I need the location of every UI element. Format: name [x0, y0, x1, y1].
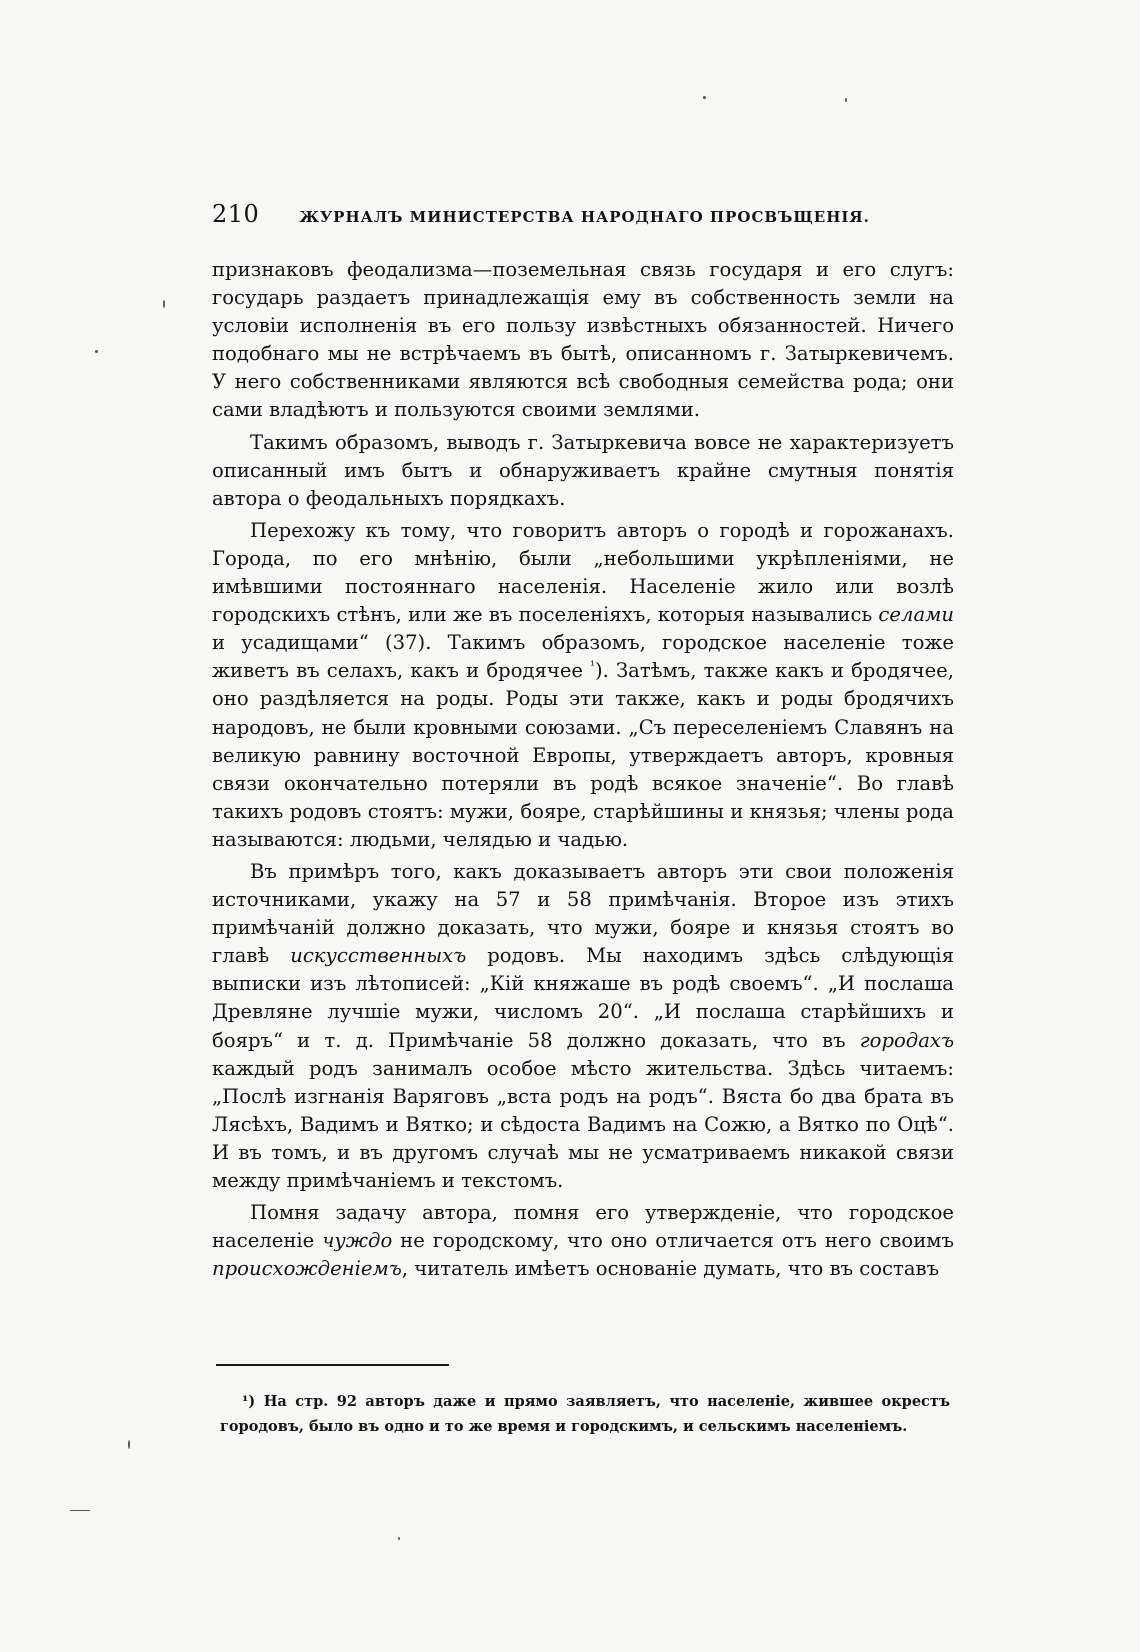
paragraph	[212, 429, 954, 513]
footnote-marker: ¹)	[242, 1393, 256, 1410]
paragraph	[212, 858, 954, 1195]
footnote-text: На стр. 92 авторъ даже и прямо заявляетъ, что населеніе, жившее окрестъ городовъ, было въ одно и то же время и городскимъ, и сельскимъ населеніемъ.	[220, 1393, 950, 1435]
text-run: и усадищами“ (37). Такимъ образомъ, городское населеніе тоже живетъ въ селахъ, какъ и бродячее	[212, 631, 954, 683]
italic-text: чуждо	[322, 1229, 393, 1253]
running-header	[212, 200, 912, 228]
italic-text: селами	[878, 603, 954, 627]
footnote-divider	[216, 1364, 449, 1366]
paragraph	[212, 517, 954, 854]
paragraph	[212, 1199, 954, 1283]
text-run: Такимъ образомъ, выводъ г. Затыркевича вовсе не характеризуетъ описанный имъ бытъ и обнаруживаетъ крайне смутныя понятія автора о феодальныхъ порядкахъ.	[212, 430, 954, 510]
text-run: каждый родъ занималъ особое мѣсто жительства. Здѣсь читаемъ: „Послѣ изгнанія Варяговъ „вста родъ на родъ“. Вяста бо два брата въ Лясѣхъ, Вадимъ и Вятко; и сѣдоста Вадимъ на Сожю, а Вятко по Оцѣ“. И въ томъ, и въ другомъ случаѣ мы не усматриваемъ никакой связи между примѣчаніемъ и текстомъ.	[212, 1056, 954, 1192]
text-run: Въ примѣръ того, какъ доказываетъ авторъ эти свои положенія источниками, укажу на 57 и 58 примѣчанія. Второе изъ этихъ примѣчаній должно доказать, что мужи, бояре и князья стоятъ во главѣ	[212, 859, 954, 968]
text-run: признаковъ феодализма—поземельная связь государя и его слугъ: государь раздаетъ принадлежащія ему въ собственность земли на условіи исполненія въ его пользу извѣстныхъ обязанностей. Ничего подобнаго мы не встрѣчаемъ въ бытѣ, описанномъ г. Затыркевичемъ. У него собственниками являются всѣ свободныя семейства рода; они сами владѣютъ и пользуются своими землями.	[212, 258, 954, 422]
page-number: 210	[212, 200, 260, 228]
scan-speck	[163, 300, 165, 308]
scan-speck	[845, 98, 847, 102]
italic-text: происхожденіемъ	[212, 1257, 402, 1281]
paragraph	[212, 256, 954, 425]
italic-text: городахъ	[859, 1028, 954, 1052]
scan-speck	[95, 350, 98, 353]
scan-speck	[128, 1440, 130, 1449]
footnote	[220, 1389, 950, 1439]
italic-text: искусственныхъ	[290, 944, 467, 968]
text-run: Перехожу къ тому, что говоритъ авторъ о городѣ и горожанахъ. Города, по его мнѣнію, были „небольшими укрѣпленіями, не имѣвшими постояннаго населенія. Населеніе жило или возлѣ городскихъ стѣнъ, или же въ поселеніяхъ, которыя назывались	[212, 518, 954, 627]
text-run: ). Затѣмъ, также какъ и бродячее, оно раздѣляется на роды. Роды эти также, какъ и роды бродячихъ народовъ, не были кровными союзами. „Съ переселеніемъ Славянъ на великую равнину восточной Европы, утверждаетъ авторъ, кровныя связи окончательно потеряли въ родѣ всякое значеніе“. Во главѣ такихъ родовъ стоятъ: мужи, бояре, старѣйшины и князья; члены рода называются: людьми, челядью и чадью.	[212, 659, 955, 851]
footnote-ref: ¹	[590, 658, 595, 673]
text-run: родовъ. Мы находимъ здѣсь слѣдующія выписки изъ лѣтописей: „Кій княжаше въ родѣ своемъ“. „И послаша Древляне лучшіе мужи, числомъ 20“. „И послаша старѣйшихъ и бояръ“ и т. д. Примѣчаніе 58 должно доказать, что въ	[212, 944, 954, 1052]
text-run: Помня задачу автора, помня его утвержденіе, что городское населеніе	[212, 1201, 954, 1253]
running-title: ЖУРНАЛЪ МИНИСТЕРСТВА НАРОДНАГО ПРОСВЪЩЕНІЯ.	[299, 208, 870, 226]
text-run: не городскому, что оно отличается отъ него своимъ	[392, 1229, 954, 1253]
text-run: , читатель имѣетъ основаніе думать, что въ составъ	[401, 1257, 940, 1281]
scan-speck	[398, 1537, 400, 1540]
scan-speck	[703, 96, 706, 99]
body-text	[212, 256, 954, 1283]
scan-speck	[70, 1510, 90, 1511]
